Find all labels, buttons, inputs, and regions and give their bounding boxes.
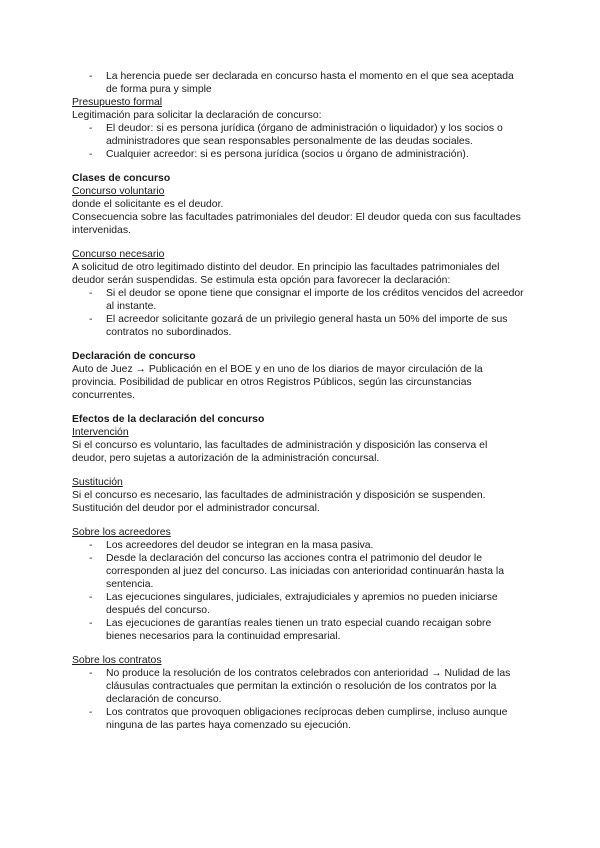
necesario-heading: Concurso necesario bbox=[72, 249, 165, 260]
list-item: - Las ejecuciones de garantías reales tienen un trato especial cuando recaigan sobre bienes necesarios para la continuidad empresarial. bbox=[106, 617, 524, 643]
declaracion-text: Auto de Juez → Publicación en el BOE y en uno de los diarios de mayor circulación de la provincia. Posibilidad de publicar en otros Registros Públicos, según las circunstancias concurrentes. bbox=[72, 364, 483, 401]
efectos-heading: Efectos de la declaración del concurso bbox=[72, 414, 265, 425]
list-item: - Desde la declaración del concurso las acciones contra el patrimonio del deudor le corresponden al juez del concurso. Las iniciadas con anterioridad continuarán hasta la sentencia. bbox=[106, 552, 524, 591]
declaracion-heading: Declaración de concurso bbox=[72, 351, 196, 362]
sustitucion-heading: Sustitución bbox=[72, 477, 123, 488]
voluntario-line1: donde el solicitante es el deudor. bbox=[72, 199, 224, 210]
acreedores-heading: Sobre los acreedores bbox=[72, 527, 171, 538]
list-item: - Los acreedores del deudor se integran en la masa pasiva. bbox=[106, 539, 524, 552]
list-item: - Cualquier acreedor: si es persona jurídica (socios u órgano de administración). bbox=[106, 148, 524, 161]
intro-list bbox=[72, 70, 524, 96]
presupuesto-intro: Legitimación para solicitar la declaración de concurso: bbox=[72, 110, 322, 121]
list-item: - Los contratos que provoquen obligaciones recíprocas deben cumplirse, incluso aunque ninguna de las partes haya comenzado su ejecución. bbox=[106, 706, 524, 732]
list-item: - El deudor: si es persona jurídica (órgano de administración o liquidador) y los socios o administradores que sean responsables personalmente de las deudas sociales. bbox=[106, 122, 524, 148]
document-page bbox=[72, 70, 524, 732]
clases-heading: Clases de concurso bbox=[72, 173, 171, 184]
intervencion-text: Si el concurso es voluntario, las facultades de administración y disposición las conserva el deudor, pero sujetas a autorización de la administración concursal. bbox=[72, 440, 488, 464]
presupuesto-list bbox=[72, 122, 524, 161]
voluntario-line2: Consecuencia sobre las facultades patrimoniales del deudor: El deudor queda con sus facultades intervenidas. bbox=[72, 212, 521, 236]
list-item: - La herencia puede ser declarada en concurso hasta el momento en el que sea aceptada de forma pura y simple bbox=[106, 70, 524, 96]
contratos-heading: Sobre los contratos bbox=[72, 655, 162, 666]
necesario-text: A solicitud de otro legitimado distinto del deudor. En principio las facultades patrimoniales del deudor serán suspendidas. Se estimula esta opción para favorecer la declaración: bbox=[72, 262, 500, 286]
list-item: - No produce la resolución de los contratos celebrados con anterioridad → Nulidad de las cláusulas contractuales que permitan la extinción o resolución de los contratos por la declaración de concurso. bbox=[106, 667, 524, 706]
list-item: - El acreedor solicitante gozará de un privilegio general hasta un 50% del importe de sus contratos no subordinados. bbox=[106, 313, 524, 339]
intervencion-heading: Intervención bbox=[72, 427, 129, 438]
contratos-list bbox=[72, 667, 524, 732]
acreedores-list bbox=[72, 539, 524, 643]
list-item: - Las ejecuciones singulares, judiciales, extrajudiciales y apremios no pueden iniciarse después del concurso. bbox=[106, 591, 524, 617]
list-item: - Si el deudor se opone tiene que consignar el importe de los créditos vencidos del acreedor al instante. bbox=[106, 287, 524, 313]
sustitucion-text: Si el concurso es necesario, las facultades de administración y disposición se suspenden. Sustitución del deudor por el administrador concursal. bbox=[72, 490, 486, 514]
necesario-list bbox=[72, 287, 524, 339]
voluntario-heading: Concurso voluntario bbox=[72, 186, 165, 197]
presupuesto-heading: Presupuesto formal bbox=[72, 97, 163, 108]
